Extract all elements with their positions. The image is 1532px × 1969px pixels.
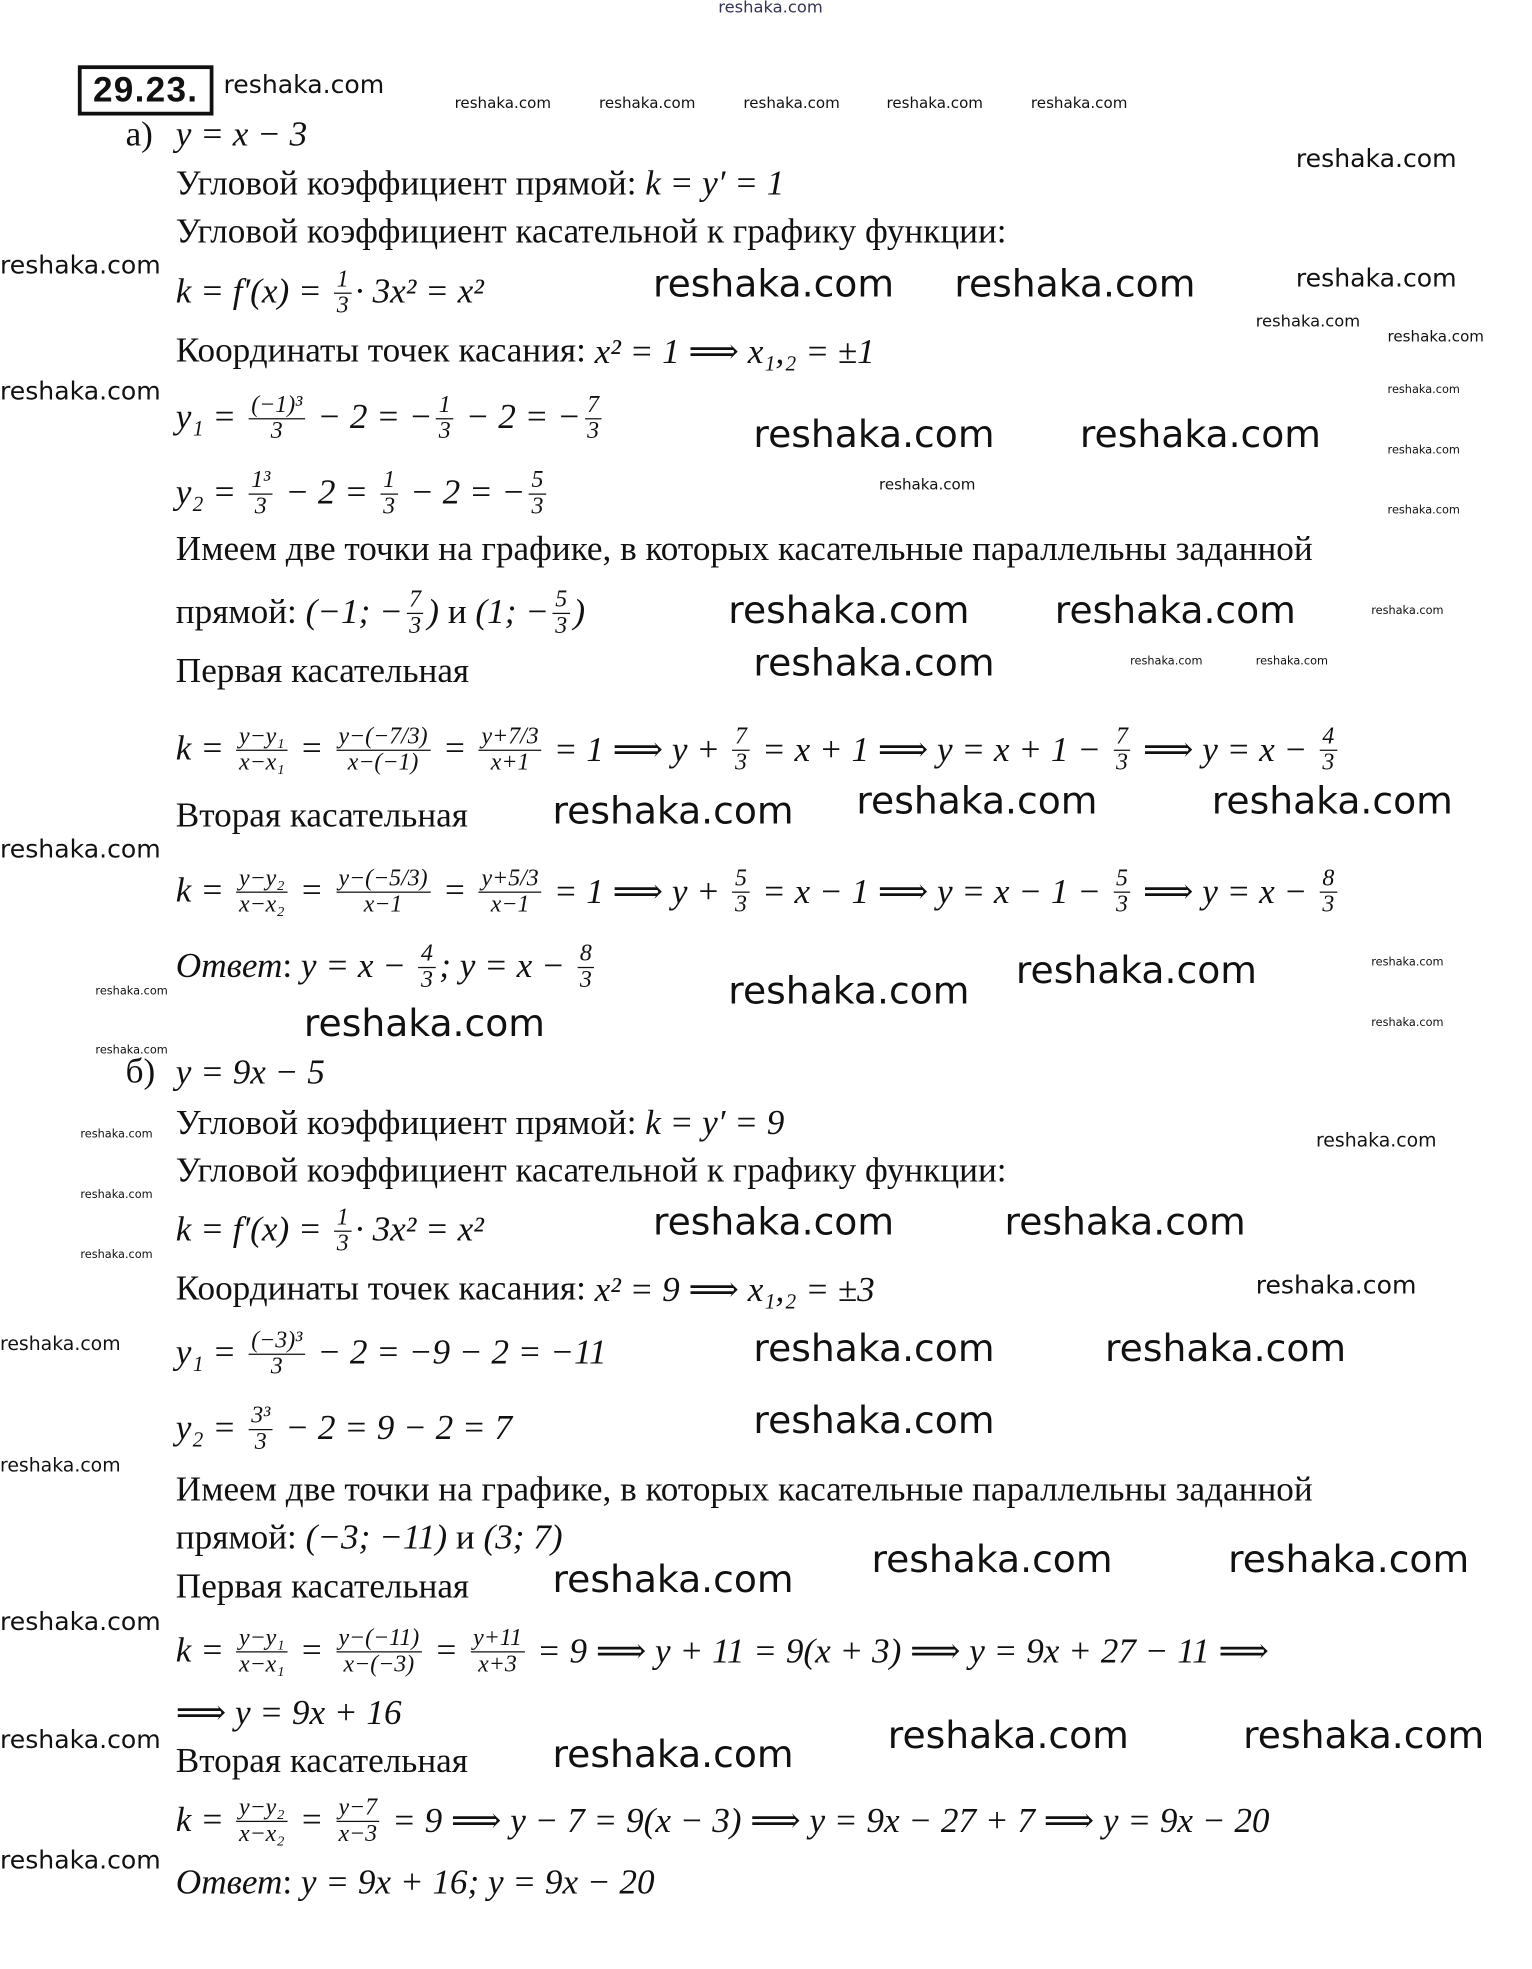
math: ⟹ y = x − [1134,730,1317,770]
denominator: 3 [587,417,600,444]
math: ; y = x − [439,946,574,986]
watermark: reshaka.com [954,262,1196,307]
math: x² = 1 ⟹ x₁,₂ = ±1 [594,332,875,372]
math: (3; 7) [483,1518,563,1558]
part_a-line [176,326,875,376]
math: k = f′(x) = [175,1210,331,1250]
part_a-line [176,207,1007,257]
denominator: 3 [336,1229,349,1257]
text: Угловой коэффициент прямой: [175,164,646,204]
fraction [249,468,273,519]
denominator: 3 [421,966,433,993]
part_b-line [176,1404,512,1454]
denominator: x−x₁ [238,1650,285,1677]
fraction [553,587,570,638]
fraction [336,1795,380,1846]
numerator: 5 [553,587,570,613]
numerator: 1 [334,1205,351,1231]
watermark: reshaka.com [1004,1200,1246,1245]
watermark: reshaka.com [1371,956,1444,970]
math: (1; − [475,592,549,632]
numerator: 8 [1320,866,1337,892]
text: Угловой коэффициент касательной к графику функции: [175,212,1007,252]
denominator: 3 [1116,890,1128,918]
math: − 2 = − [456,398,581,437]
watermark: reshaka.com [0,1844,161,1875]
part_a-line [176,159,785,209]
math: y = x − 3 [175,115,308,155]
math: = [290,871,333,911]
watermark: reshaka.com [0,833,161,864]
problem-number: 29.23. [78,65,214,115]
part_a-line [176,267,484,317]
watermark: reshaka.com [223,69,385,100]
watermark: reshaka.com [1387,444,1460,458]
part_b-line [176,1465,1313,1515]
watermark: reshaka.com [1387,327,1485,346]
watermark: reshaka.com [0,1606,161,1637]
numerator: 8 [577,941,594,967]
math: ) [427,592,440,632]
denominator: 3 [735,749,747,776]
numerator: y−y₂ [236,1795,287,1821]
watermark: reshaka.com [1255,1269,1417,1300]
part-b-label: б) [125,1052,156,1092]
fraction [733,724,750,775]
text: Координаты точек касания: [175,1269,595,1309]
text: и [439,592,476,632]
fraction [1114,724,1131,775]
top-link[interactable]: reshaka.com [718,0,823,18]
watermark: reshaka.com [0,1454,121,1477]
watermark: reshaka.com [856,779,1098,824]
part_b-line [176,1099,785,1149]
math: − 2 = − [401,473,526,513]
watermark: reshaka.com [887,1714,1129,1758]
math: k = f′(x) = [175,272,331,312]
denominator: 3 [579,966,592,993]
watermark: reshaka.com [0,249,161,281]
text: : [282,1863,301,1903]
text: прямой: [175,1518,306,1558]
watermark: reshaka.com [1228,1538,1470,1583]
watermark: reshaka.com [1255,312,1361,332]
text: Угловой коэффициент касательной к графику функции: [175,1151,1007,1191]
numerator: y−y₁ [236,1626,287,1652]
part_a-line [176,791,468,841]
watermark: reshaka.com [1315,1128,1437,1152]
watermark: reshaka.com [1105,1327,1347,1372]
watermark: reshaka.com [552,789,794,834]
fraction [334,267,351,318]
watermark: reshaka.com [1130,655,1203,669]
fraction [336,1626,422,1677]
watermark: reshaka.com [1243,1714,1485,1758]
numerator: y−y₂ [236,866,287,892]
watermark: reshaka.com [1387,384,1460,397]
math: − 2 = − [308,398,433,437]
numerator: y−y₁ [236,724,287,750]
numerator: 3³ [249,1403,273,1429]
math: = [290,729,333,769]
part_b-line [176,1264,875,1314]
part_a-line [175,722,1341,776]
math: = [433,871,476,911]
watermark: reshaka.com [743,94,840,112]
denominator: x+1 [490,749,530,776]
fraction [479,724,541,775]
numerator: 4 [419,941,436,967]
numerator: (−1)³ [249,392,305,418]
numerator: 5 [1114,866,1131,892]
text: и [447,1518,484,1558]
numerator: y+7/3 [479,724,541,750]
denominator: x−1 [363,890,403,918]
denominator: 3 [270,1353,283,1380]
denominator: x−3 [338,1820,378,1847]
watermark: reshaka.com [95,1044,168,1058]
watermark: reshaka.com [1054,588,1296,633]
math: ⟹ y = x − [1134,872,1317,912]
math: ) [573,592,586,632]
math: ⟹ y = 9x + 16 [175,1693,402,1733]
fraction [249,1403,273,1454]
part_a-line [176,468,550,518]
watermark: reshaka.com [95,985,168,999]
watermark: reshaka.com [598,94,696,112]
numerator: 1 [334,267,351,293]
watermark: reshaka.com [728,588,970,633]
fraction [381,468,398,519]
denominator: 3 [735,890,747,918]
watermark: reshaka.com [878,475,976,494]
denominator: 3 [438,417,451,444]
denominator: x−1 [490,890,530,918]
numerator: 1³ [249,468,273,494]
math: − 2 = 9 − 2 = 7 [276,1408,513,1448]
denominator: 3 [1322,890,1335,918]
watermark: reshaka.com [1255,655,1329,669]
watermark: reshaka.com [1295,143,1457,174]
watermark: reshaka.com [0,1332,121,1355]
fraction [1320,866,1337,917]
watermark: reshaka.com [652,262,895,307]
part_b-line [176,1205,484,1255]
watermark: reshaka.com [552,1732,794,1777]
numerator: y−(−7/3) [336,724,430,750]
math: y₂ = [175,1408,245,1448]
watermark: reshaka.com [753,641,995,686]
part_b-line [176,1626,1269,1676]
watermark: reshaka.com [1030,94,1128,112]
math: y₁ = [175,398,245,437]
numerator: 4 [1320,724,1337,750]
watermark: reshaka.com [728,969,970,1014]
watermark: reshaka.com [80,1249,153,1262]
numerator: y+5/3 [479,866,541,892]
math: k = [175,1631,233,1671]
fraction [419,941,436,992]
part_b-line [175,1326,607,1380]
denominator: x−x₁ [238,749,285,776]
denominator: 3 [336,291,349,319]
denominator: 3 [254,1428,267,1455]
numerator: 5 [529,468,546,494]
fraction [407,587,424,638]
denominator: x−x₂ [238,890,285,918]
math: = 1 ⟹ y + [544,730,729,770]
watermark: reshaka.com [0,1724,161,1755]
math: − 2 = −9 − 2 = −11 [308,1333,607,1373]
watermark: reshaka.com [753,1398,995,1443]
math: Ответ [175,1863,283,1903]
text: Первая касательная [175,651,470,691]
watermark: reshaka.com [871,1538,1113,1583]
math: = [290,1631,333,1671]
text: : [282,946,301,986]
math: · 3x² = x² [354,272,484,312]
numerator: y−7 [336,1795,380,1821]
numerator: 7 [407,587,424,613]
part_b-line [176,1562,469,1612]
math: k = y′ = 9 [645,1103,785,1143]
fraction [479,866,541,917]
fraction [585,392,602,443]
fraction [336,724,430,775]
part_b-line [176,1146,1007,1196]
part_a-line [175,585,586,639]
text: Вторая касательная [175,796,468,836]
part_a-line [176,866,1341,916]
math: = x + 1 ⟹ y = x + 1 − [753,730,1110,770]
fraction [529,468,546,519]
numerator: y−(−5/3) [336,866,430,892]
numerator: 5 [733,866,750,892]
denominator: 3 [1322,749,1335,776]
part_b-line [176,1049,325,1099]
numerator: (−3)³ [249,1328,305,1354]
part-a-label: а) [125,115,153,155]
fraction [733,866,750,917]
watermark: reshaka.com [1211,779,1453,824]
fraction [249,392,305,443]
part_b-line [176,1688,402,1738]
math: = 9 ⟹ y + 11 = 9(x + 3) ⟹ y = 9x + 27 − 11 ⟹ [528,1632,1269,1672]
part_a-line [175,939,598,993]
math: k = y′ = 1 [645,164,785,204]
text: Имеем две точки на графике, в которых касательные параллельны заданной [175,1470,1313,1510]
watermark: reshaka.com [652,1200,895,1245]
math: = 9 ⟹ y − 7 = 9(x − 3) ⟹ y = 9x − 27 + 7 ⟹ y = 9x − 20 [383,1801,1270,1841]
fraction [471,1626,525,1677]
math: y₂ = [175,473,245,513]
math: k = [175,1800,233,1840]
watermark: reshaka.com [1079,413,1321,458]
math: (−3; −11) [305,1518,448,1558]
math: y = 9x − 5 [175,1053,325,1093]
watermark: reshaka.com [1371,605,1444,618]
denominator: x−(−3) [343,1650,415,1677]
watermark: reshaka.com [0,375,161,406]
math: · 3x² = x² [354,1210,484,1250]
numerator: 7 [1114,724,1131,750]
math: k = [175,729,233,769]
watermark: reshaka.com [1371,1017,1444,1030]
fraction [336,866,430,917]
fraction [236,866,287,917]
denominator: x−(−1) [347,749,419,776]
fraction [577,941,594,992]
fraction [236,1626,287,1677]
math: = [433,729,476,769]
denominator: 3 [555,612,568,639]
text: Имеем две точки на графике, в которых касательные параллельны заданной [175,529,1313,569]
part_a-line [176,525,1313,575]
numerator: 7 [733,724,750,750]
text: Угловой коэффициент прямой: [175,1103,646,1143]
denominator: x+3 [478,1650,517,1677]
fraction [249,1328,305,1379]
watermark: reshaka.com [1015,949,1257,994]
math: x² = 9 ⟹ x₁,₂ = ±3 [594,1270,875,1310]
numerator: y+11 [471,1626,525,1652]
watermark: reshaka.com [753,1327,995,1372]
part_b-line [176,1513,563,1563]
watermark: reshaka.com [303,1002,545,1046]
part_b-line [176,1858,655,1908]
math: Ответ [175,946,283,986]
math: y = x − [300,946,415,986]
fraction [236,1795,287,1846]
math: = 1 ⟹ y + [544,872,729,912]
math: = x − 1 ⟹ y = x − 1 − [753,872,1110,912]
watermark: reshaka.com [552,1558,794,1603]
denominator: 3 [1116,749,1128,776]
math: y = 9x + 16; y = 9x − 20 [300,1863,655,1903]
text: Первая касательная [175,1567,470,1607]
denominator: 3 [409,612,422,639]
text: прямой: [175,592,306,632]
math: y₁ = [175,1333,245,1373]
math: = [290,1800,333,1840]
watermark: reshaka.com [886,94,983,112]
fraction [436,392,453,443]
math: k = [175,871,233,911]
denominator: 3 [531,492,544,520]
numerator: 1 [381,468,398,494]
numerator: y−(−11) [336,1626,422,1652]
numerator: 7 [585,392,602,418]
part_b-line [176,1737,468,1787]
text: Координаты точек касания: [175,331,595,371]
watermark: reshaka.com [1295,262,1457,293]
denominator: 3 [254,492,267,520]
denominator: 3 [270,417,283,444]
part_a-line [176,393,606,443]
watermark: reshaka.com [1387,504,1460,518]
math: − 2 = [276,473,377,513]
math: = [425,1631,467,1671]
math: (−1; − [305,592,403,632]
fraction [1320,724,1337,775]
denominator: 3 [383,492,395,520]
watermark: reshaka.com [80,1189,153,1202]
fraction [334,1205,351,1256]
watermark: reshaka.com [454,94,552,112]
text: Вторая касательная [175,1741,468,1781]
part_a-line [176,647,469,697]
denominator: x−x₂ [238,1820,285,1847]
fraction [1114,866,1131,917]
watermark: reshaka.com [753,413,995,458]
part_a-line [176,111,307,161]
numerator: 1 [436,392,453,418]
watermark: reshaka.com [80,1128,153,1142]
part_b-line [175,1793,1270,1847]
fraction [236,724,287,775]
